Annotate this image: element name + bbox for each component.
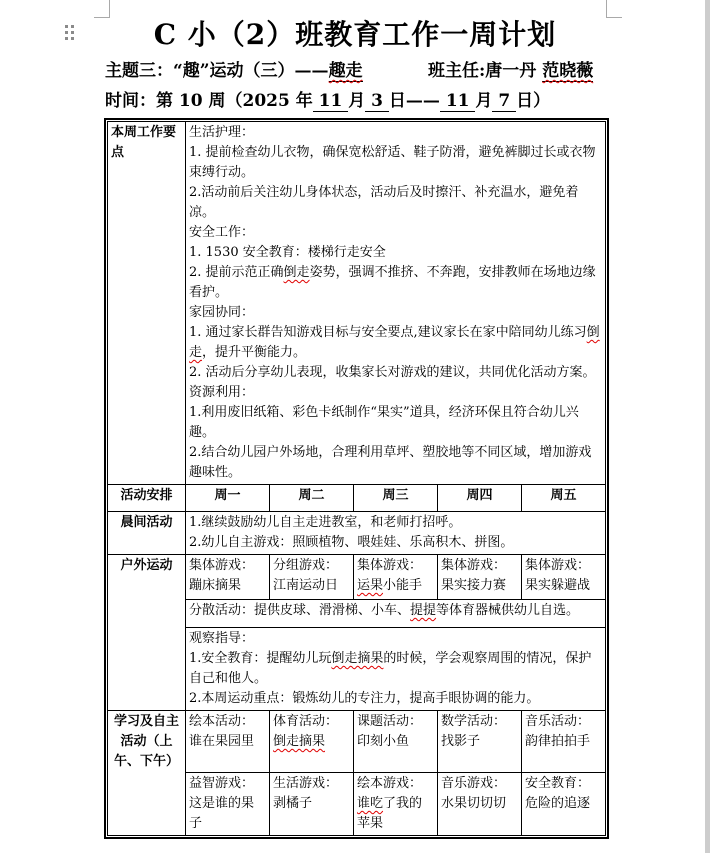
cell-outdoor-monday: 集体游戏：蹦床摘果 — [186, 555, 270, 600]
cell-learning2-thursday: 音乐游戏：水果切切切 — [438, 773, 522, 836]
row-label-schedule: 活动安排 — [108, 485, 186, 512]
cell-outdoor-tuesday: 分组游戏：江南运动日 — [270, 555, 354, 600]
day-header-wednesday: 周三 — [354, 485, 438, 512]
day-header-thursday: 周四 — [438, 485, 522, 512]
cell-morning-activities: 1.继续鼓励幼儿自主走进教室，和老师打招呼。 2.幼儿自主游戏：照顾植物、喂娃娃、乐高积木、拼图。 — [186, 512, 606, 555]
cell-outdoor-thursday: 集体游戏：果实接力赛 — [438, 555, 522, 600]
cell-learning2-wednesday: 绘本游戏：谁吃了我的苹果 — [354, 773, 438, 836]
cell-learning2-tuesday: 生活游戏：剥橘子 — [270, 773, 354, 836]
cell-scatter-activity: 分散活动：提供皮球、滑滑梯、小车、提提等体育器械供幼儿自选。 — [186, 600, 606, 628]
cell-learning1-tuesday: 体育活动：倒走摘果 — [270, 711, 354, 773]
scrollbar-track[interactable] — [705, 0, 710, 853]
document-title: C 小（2）班教育工作一周计划 — [153, 18, 557, 51]
day-header-friday: 周五 — [522, 485, 606, 512]
cell-learning1-thursday: 数学活动：找影子 — [438, 711, 522, 773]
row-label-weekly-points: 本周工作要点 — [108, 122, 186, 485]
cell-observation-guidance: 观察指导： 1.安全教育：提醒幼儿玩倒走摘果的时候，学会观察周围的情况，保护自己和他人。 2.本周运动重点：锻炼幼儿的专注力，提高手眼协调的能力。 — [186, 628, 606, 711]
day-header-tuesday: 周二 — [270, 485, 354, 512]
cell-outdoor-wednesday: 集体游戏：运果小能手 — [354, 555, 438, 600]
cell-learning2-monday: 益智游戏：这是谁的果子 — [186, 773, 270, 836]
head-teacher-text: 班主任:唐一丹 范晓薇 — [428, 61, 594, 81]
day-header-monday: 周一 — [186, 485, 270, 512]
cell-weekly-points: 生活护理： 1. 提前检查幼儿衣物，确保宽松舒适、鞋子防滑，避免裤脚过长或衣物束缚行动。 2.活动前后关注幼儿身体状态，活动后及时擦汗、补充温水，避免着凉。 安全工作： 1. 1530 安全教育：楼梯行走安全 2. 提前示范正确倒走姿势，强调不推挤、不奔跑，安排教师在场地边缘看护。 家园协同： 1. 通过家长群告知游戏目标与安全要点,建议家长在家中陪同幼儿练习倒走，提升平衡能力。 2. 活动后分享幼儿表现，收集家长对游戏的建议，共同优化活动方案。 资源利用： 1.利用废旧纸箱、彩色卡纸制作“果实”道具，经济环保且符合幼儿兴趣。 2.结合幼儿园户外场地，合理利用草坪、塑胶地等不同区域，增加游戏趣味性。 — [186, 122, 606, 485]
cell-outdoor-friday: 集体游戏：果实躲避战 — [522, 555, 606, 600]
row-label-morning: 晨间活动 — [108, 512, 186, 555]
weekly-plan-table — [104, 118, 609, 839]
theme-text: 主题三：“趣”运动（三）——趣走 — [105, 61, 363, 81]
time-line: 时间：第 10 周（2025 年 11 月 3 日—— 11 月 7 日） — [105, 91, 551, 111]
cell-learning1-wednesday: 课题活动：印刻小鱼 — [354, 711, 438, 773]
row-label-outdoor: 户外运动 — [108, 555, 186, 711]
theme-line — [105, 56, 625, 81]
cell-learning1-friday: 音乐活动：韵律拍拍手 — [522, 711, 606, 773]
cell-learning2-friday: 安全教育：危险的追逐 — [522, 773, 606, 836]
row-label-learning: 学习及自主活动（上午、下午） — [108, 711, 186, 836]
cell-learning1-monday: 绘本活动：谁在果园里 — [186, 711, 270, 773]
